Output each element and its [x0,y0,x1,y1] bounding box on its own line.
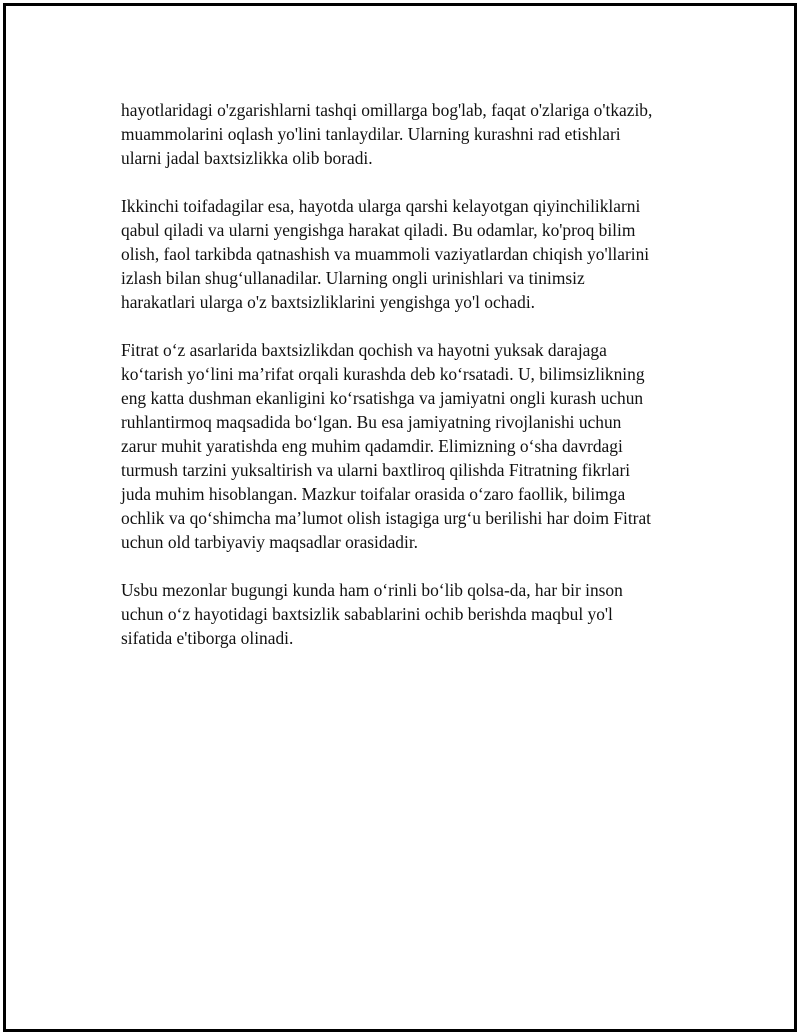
paragraph-2: Ikkinchi toifadagilar esa, hayotda ularga qarshi kelayotgan qiyinchiliklarni qabul qiladi va ularni yengishga harakat qiladi. Bu odamlar, ko'proq bilim olish, faol tarkibda qatnashish va muammoli vaziyatlardan chiqish yo'llarini izlash bilan shug‘ullanadilar. Ularning ongli urinishlari va tinimsiz harakatlari ularga o'z baxtsizliklarini yengishga yo'l ochadi. [121,196,650,312]
paragraph-1: hayotlaridagi o'zgarishlarni tashqi omillarga bog'lab, faqat o'zlariga o'tkazib, muammolarini oqlash yo'lini tanlaydilar. Ularning kurashni rad etishlari ularni jadal baxtsizlikka olib boradi. [121,100,653,168]
paragraph-3: Fitrat o‘z asarlarida baxtsizlikdan qochish va hayotni yuksak darajaga ko‘tarish yo‘lini ma’rifat orqali kurashda deb ko‘rsatadi. U, bilimsizlikning eng katta dushman ekanligini ko‘rsatishga va jamiyatni ongli kurash uchun ruhlantirmoq maqsadida bo‘lgan. Bu esa jamiyatning rivojlanishi uchun zarur muhit yaratishda eng muhim qadamdir. Elimizning o‘sha davrdagi turmush tarzini yuksaltirish va ularni baxtliroq qilishda Fitratning fikrlari juda muhim hisoblangan. Mazkur toifalar orasida o‘zaro faollik, bilimga ochlik va qo‘shimcha ma’lumot olish istagiga urg‘u berilishi har doim Fitrat uchun old tarbiyaviy maqsadlar orasidadir. [121,340,652,552]
paragraph-4: Usbu mezonlar bugungi kunda ham o‘rinli bo‘lib qolsa-da, har bir inson uchun o‘z hayotidagi baxtsizlik sabablarini ochib berishda maqbul yo'l sifatida e'tiborga olinadi. [121,580,623,648]
document-page [3,3,797,1032]
document-body [121,98,701,674]
